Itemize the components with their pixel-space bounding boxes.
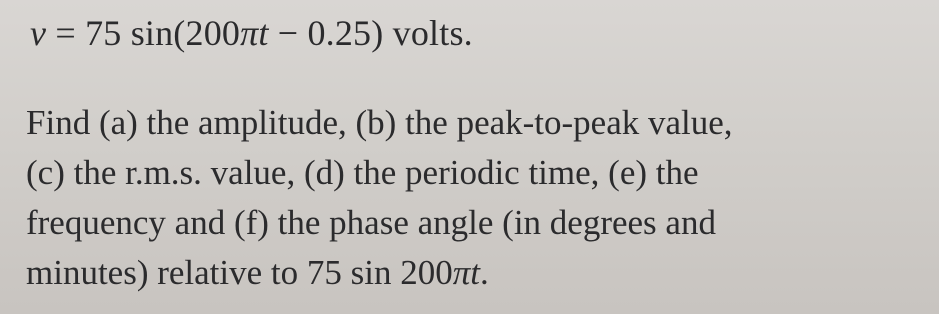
question-line-4 <box>26 248 931 298</box>
question-line-4-period: . <box>480 253 489 292</box>
question-line-3: frequency and (f) the phase angle (in degrees and <box>26 203 716 242</box>
question-line-4-t: t <box>470 253 481 292</box>
equation-tail: − 0.25) volts. <box>268 13 473 53</box>
question-line-1: Find (a) the amplitude, (b) the peak-to-peak value, <box>26 103 733 142</box>
question-line-4-text: minutes) relative to 75 sin 200 <box>26 253 453 292</box>
voltage-equation <box>30 12 473 54</box>
equation-variable-v: v <box>30 13 47 53</box>
question-line-2: (c) the r.m.s. value, (d) the periodic time, (e) the <box>26 153 699 192</box>
question-line-4-pi: π <box>452 253 471 292</box>
equation-body: = 75 sin(200 <box>46 13 241 53</box>
equation-variable-t: t <box>258 13 269 53</box>
question-text <box>26 98 931 298</box>
equation-pi: π <box>240 13 259 53</box>
